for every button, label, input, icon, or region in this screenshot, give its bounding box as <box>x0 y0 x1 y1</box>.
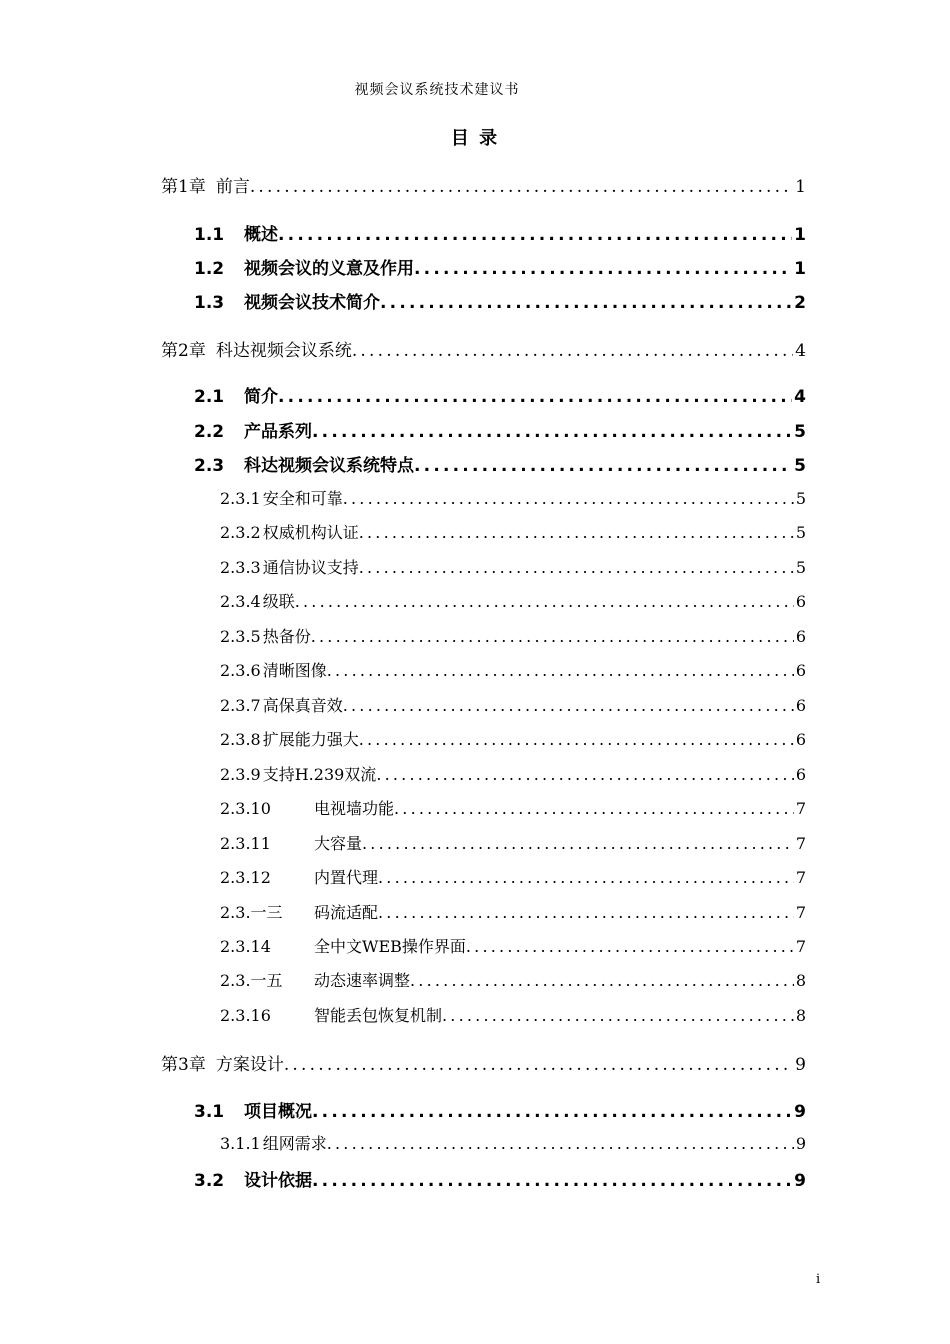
toc-number: 2.3.3 <box>220 558 261 577</box>
toc-entry-1-3[interactable] <box>0 288 950 316</box>
toc-number: 3.1 <box>194 1102 225 1122</box>
toc-leader <box>442 1006 794 1025</box>
toc-number: 2.3.12 <box>220 868 271 887</box>
toc-number: 2.2 <box>194 422 225 442</box>
toc-title-text: 产品系列 <box>244 422 312 442</box>
toc-entry-2-3-8[interactable] <box>0 727 950 755</box>
toc-entry-2-3-7[interactable] <box>0 693 950 721</box>
toc-title-text: 清晰图像 <box>262 661 327 680</box>
toc-number: 2.3.5 <box>220 627 261 646</box>
toc-entry-2-3-4[interactable] <box>0 589 950 617</box>
page-number: i <box>816 1272 821 1287</box>
toc-number: 2.3.9 <box>220 765 261 784</box>
toc-leader <box>394 799 794 818</box>
toc-entry-2-3-3[interactable] <box>0 555 950 583</box>
toc-title: 目 录 <box>450 128 500 149</box>
toc-title-text: 权威机构认证 <box>262 523 359 542</box>
toc-entry-2-3-10[interactable] <box>0 796 950 824</box>
toc-page: 4 <box>795 341 806 361</box>
toc-number: 1.2 <box>194 259 225 279</box>
toc-entry-2-1[interactable] <box>0 382 950 410</box>
toc-page: 7 <box>795 868 806 887</box>
toc-page: 9 <box>794 1171 806 1191</box>
toc-title-text: 设计依据 <box>244 1171 312 1191</box>
toc-number: 2.3.1 <box>220 489 261 508</box>
toc-page: 9 <box>795 1134 806 1153</box>
toc-number: 2.3 <box>194 456 225 476</box>
toc-number: 3.1.1 <box>220 1134 261 1153</box>
toc-page: 7 <box>795 903 806 922</box>
toc-entry-3-1-1[interactable] <box>0 1131 950 1159</box>
toc-entry-chapter-3[interactable] <box>0 1050 950 1078</box>
toc-number: 第2章 <box>161 341 206 361</box>
toc-page: 4 <box>794 387 806 407</box>
toc-number: 2.3.一三 <box>220 903 283 922</box>
toc-number: 2.3.16 <box>220 1006 271 1025</box>
toc-page: 6 <box>795 661 806 680</box>
toc-entry-2-3-5[interactable] <box>0 624 950 652</box>
toc-leader <box>359 523 794 542</box>
toc-number: 2.3.4 <box>220 592 261 611</box>
toc-leader <box>311 627 794 646</box>
toc-entry-2-3-16[interactable] <box>0 1003 950 1031</box>
toc-leader <box>376 765 794 784</box>
toc-leader <box>295 592 794 611</box>
toc-entry-2-3-15[interactable] <box>0 968 950 996</box>
toc-title-text: 科达视频会议系统特点 <box>244 456 414 476</box>
toc-title-text: 热备份 <box>262 627 311 646</box>
toc-title-text: 科达视频会议系统 <box>215 341 352 361</box>
toc-title-text: 级联 <box>262 592 295 611</box>
toc-leader <box>327 1134 794 1153</box>
toc-title-text: 全中文WEB操作界面 <box>314 937 466 956</box>
toc-leader <box>343 696 794 715</box>
toc-page: 5 <box>795 489 806 508</box>
toc-leader <box>466 937 794 956</box>
toc-number: 2.3.一五 <box>220 971 283 990</box>
toc-leader <box>327 661 794 680</box>
toc-page: 9 <box>794 1102 806 1122</box>
toc-title-text: 内置代理 <box>314 868 379 887</box>
toc-entry-2-3[interactable] <box>0 451 950 479</box>
toc-title-text: 视频会议的义意及作用 <box>244 259 414 279</box>
toc-title-text: 前言 <box>215 177 250 197</box>
toc-page: 1 <box>794 259 806 279</box>
toc-number: 1.3 <box>194 293 225 313</box>
toc-leader <box>378 868 794 887</box>
toc-page: 6 <box>795 765 806 784</box>
toc-title-text: 项目概况 <box>244 1102 312 1122</box>
toc-title-text: 支持H.239双流 <box>262 765 377 784</box>
toc-leader <box>359 730 794 749</box>
toc-page: 6 <box>795 696 806 715</box>
toc-title-text: 高保真音效 <box>262 696 343 715</box>
toc-title-text: 动态速率调整 <box>314 971 411 990</box>
toc-leader <box>343 489 794 508</box>
toc-page: 1 <box>795 177 806 197</box>
toc-entry-2-3-9[interactable] <box>0 762 950 790</box>
toc-number: 2.3.6 <box>220 661 261 680</box>
toc-page: 7 <box>795 799 806 818</box>
toc-title-text: 码流适配 <box>314 903 379 922</box>
toc-entry-2-2[interactable] <box>0 417 950 445</box>
toc-leader <box>284 1055 793 1075</box>
toc-entry-3-1[interactable] <box>0 1097 950 1125</box>
toc-leader <box>278 225 792 245</box>
toc-leader <box>312 1102 792 1122</box>
toc-page: 8 <box>795 1006 806 1025</box>
toc-leader <box>278 387 792 407</box>
toc-page: 8 <box>795 971 806 990</box>
toc-title-text: 大容量 <box>314 834 363 853</box>
toc-page: 5 <box>794 422 806 442</box>
toc-page: 6 <box>795 730 806 749</box>
toc-page: 5 <box>795 558 806 577</box>
toc-number: 2.3.11 <box>220 834 271 853</box>
toc-leader <box>312 1171 792 1191</box>
toc-title-text: 扩展能力强大 <box>262 730 359 749</box>
toc-title-text: 智能丢包恢复机制 <box>314 1006 443 1025</box>
toc-page: 5 <box>794 456 806 476</box>
toc-leader <box>380 293 792 313</box>
toc-number: 2.3.10 <box>220 799 271 818</box>
toc-entry-2-3-6[interactable] <box>0 658 950 686</box>
toc-number: 3.2 <box>194 1171 225 1191</box>
toc-number: 2.3.8 <box>220 730 261 749</box>
toc-number: 2.1 <box>194 387 225 407</box>
toc-page: 7 <box>795 937 806 956</box>
toc-title-text: 方案设计 <box>215 1055 284 1075</box>
toc-number: 2.3.7 <box>220 696 261 715</box>
toc-page: 6 <box>795 592 806 611</box>
toc-entry-2-3-2[interactable] <box>0 520 950 548</box>
toc-title-text: 视频会议技术简介 <box>244 293 380 313</box>
toc-leader <box>414 259 792 279</box>
toc-number: 第1章 <box>161 177 206 197</box>
toc-leader <box>414 456 792 476</box>
toc-entry-2-3-1[interactable] <box>0 486 950 514</box>
document-header: 视频会议系统技术建议书 <box>354 82 520 98</box>
toc-entry-chapter-2[interactable] <box>0 336 950 364</box>
toc-page: 5 <box>795 523 806 542</box>
toc-title-text: 电视墙功能 <box>314 799 395 818</box>
toc-number: 2.3.14 <box>220 937 271 956</box>
toc-title-text: 安全和可靠 <box>262 489 343 508</box>
toc-leader <box>410 971 794 990</box>
toc-leader <box>378 903 794 922</box>
toc-title-text: 组网需求 <box>262 1134 327 1153</box>
toc-entry-2-3-14[interactable] <box>0 934 950 962</box>
toc-title-text: 概述 <box>244 225 278 245</box>
toc-entry-1-1[interactable] <box>0 220 950 248</box>
toc-entry-1-2[interactable] <box>0 254 950 282</box>
toc-leader <box>312 422 792 442</box>
toc-entry-2-3-11[interactable] <box>0 831 950 859</box>
toc-title-text: 通信协议支持 <box>262 558 359 577</box>
toc-entry-chapter-1[interactable] <box>0 172 950 200</box>
toc-leader <box>352 341 793 361</box>
toc-page: 7 <box>795 834 806 853</box>
toc-leader <box>359 558 794 577</box>
toc-page: 9 <box>795 1055 806 1075</box>
toc-entry-2-3-13[interactable] <box>0 900 950 928</box>
toc-entry-3-2[interactable] <box>0 1166 950 1194</box>
toc-leader <box>250 177 793 197</box>
toc-number: 第3章 <box>161 1055 206 1075</box>
toc-page: 1 <box>794 225 806 245</box>
toc-entry-2-3-12[interactable] <box>0 865 950 893</box>
toc-page: 6 <box>795 627 806 646</box>
toc-title-text: 简介 <box>244 387 278 407</box>
toc-number: 2.3.2 <box>220 523 261 542</box>
toc-leader <box>362 834 794 853</box>
toc-page: 2 <box>794 293 806 313</box>
toc-number: 1.1 <box>194 225 225 245</box>
